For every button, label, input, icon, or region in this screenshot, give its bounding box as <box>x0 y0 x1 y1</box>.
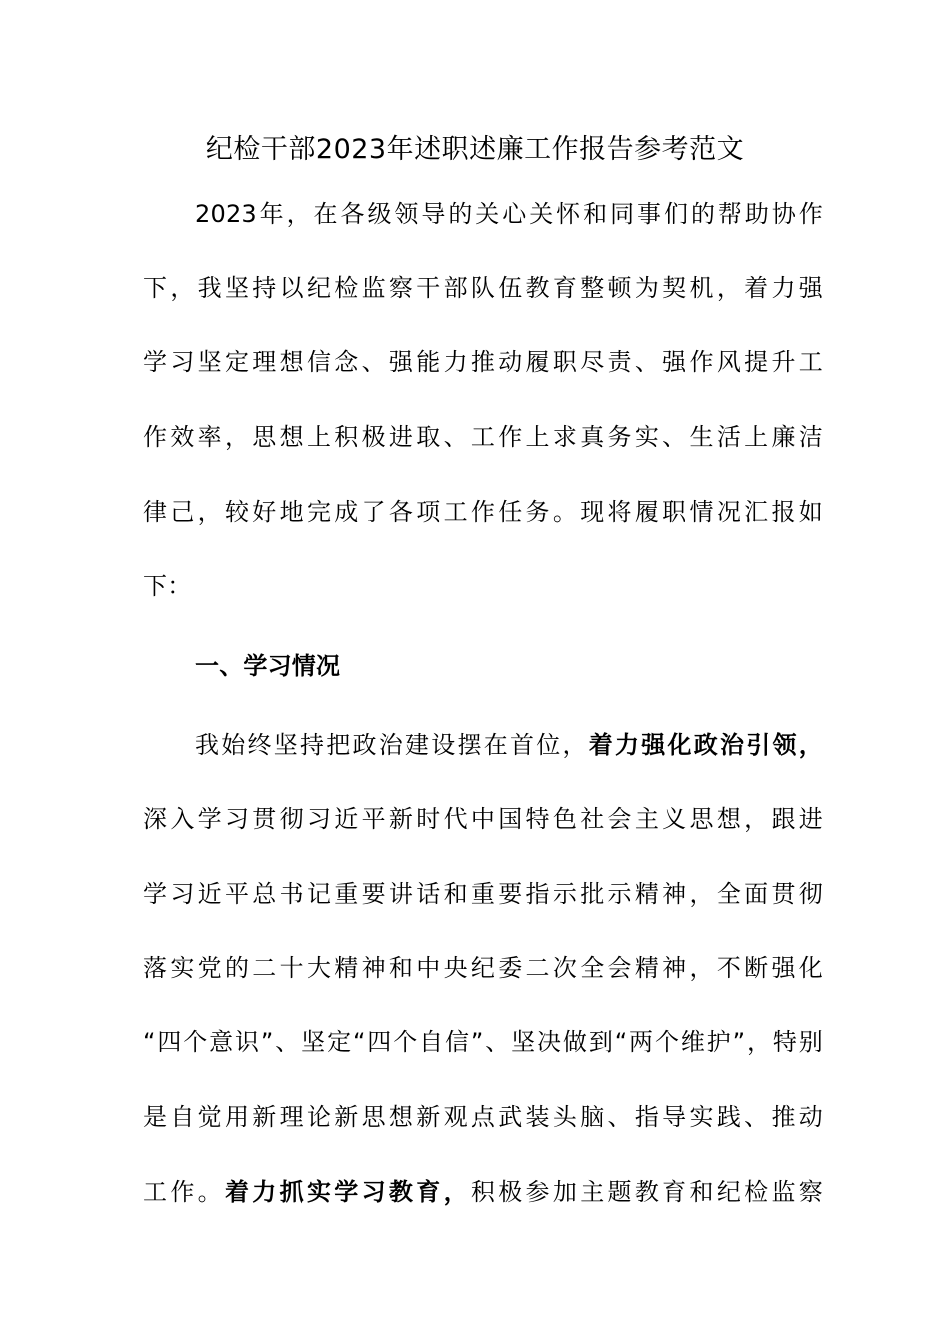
paragraph-text: 工作。 <box>143 1178 225 1206</box>
paragraph-line: 作效率，思想上积极进取、工作上求真务实、生活上廉洁 <box>143 423 823 451</box>
paragraph-line: 是自觉用新理论新思想新观点武装头脑、指导实践、推动 <box>143 1103 823 1131</box>
section-heading: 一、学习情况 <box>195 652 341 680</box>
paragraph-line: 下，我坚持以纪检监察干部队伍教育整顿为契机，着力强 <box>143 274 823 302</box>
bold-emphasis: 着力抓实学习教育， <box>224 1178 471 1206</box>
paragraph-line: 学习坚定理想信念、强能力推动履职尽责、强作风提升工 <box>143 348 823 376</box>
paragraph-line: “四个意识”、坚定“四个自信”、坚决做到“两个维护”，特别 <box>143 1028 823 1056</box>
paragraph-line: 学习近平总书记重要讲话和重要指示批示精神，全面贯彻 <box>143 880 823 908</box>
bold-emphasis: 着力强化政治引领， <box>588 731 823 759</box>
document-title: 纪检干部2023年述职述廉工作报告参考范文 <box>205 134 745 165</box>
paragraph-line: 深入学习贯彻习近平新时代中国特色社会主义思想，跟进 <box>143 805 823 833</box>
paragraph-line <box>195 725 823 765</box>
paragraph-line <box>143 1172 823 1212</box>
paragraph-line: 2023年，在各级领导的关心关怀和同事们的帮助协作 <box>195 200 823 228</box>
paragraph-text: 积极参加主题教育和纪检监察 <box>470 1178 823 1206</box>
paragraph-text: 我始终坚持把政治建设摆在首位， <box>195 731 589 759</box>
paragraph-line: 律己，较好地完成了各项工作任务。现将履职情况汇报如 <box>143 498 823 526</box>
paragraph-line: 下： <box>143 572 192 600</box>
paragraph-line: 落实党的二十大精神和中央纪委二次全会精神，不断强化 <box>143 954 823 982</box>
